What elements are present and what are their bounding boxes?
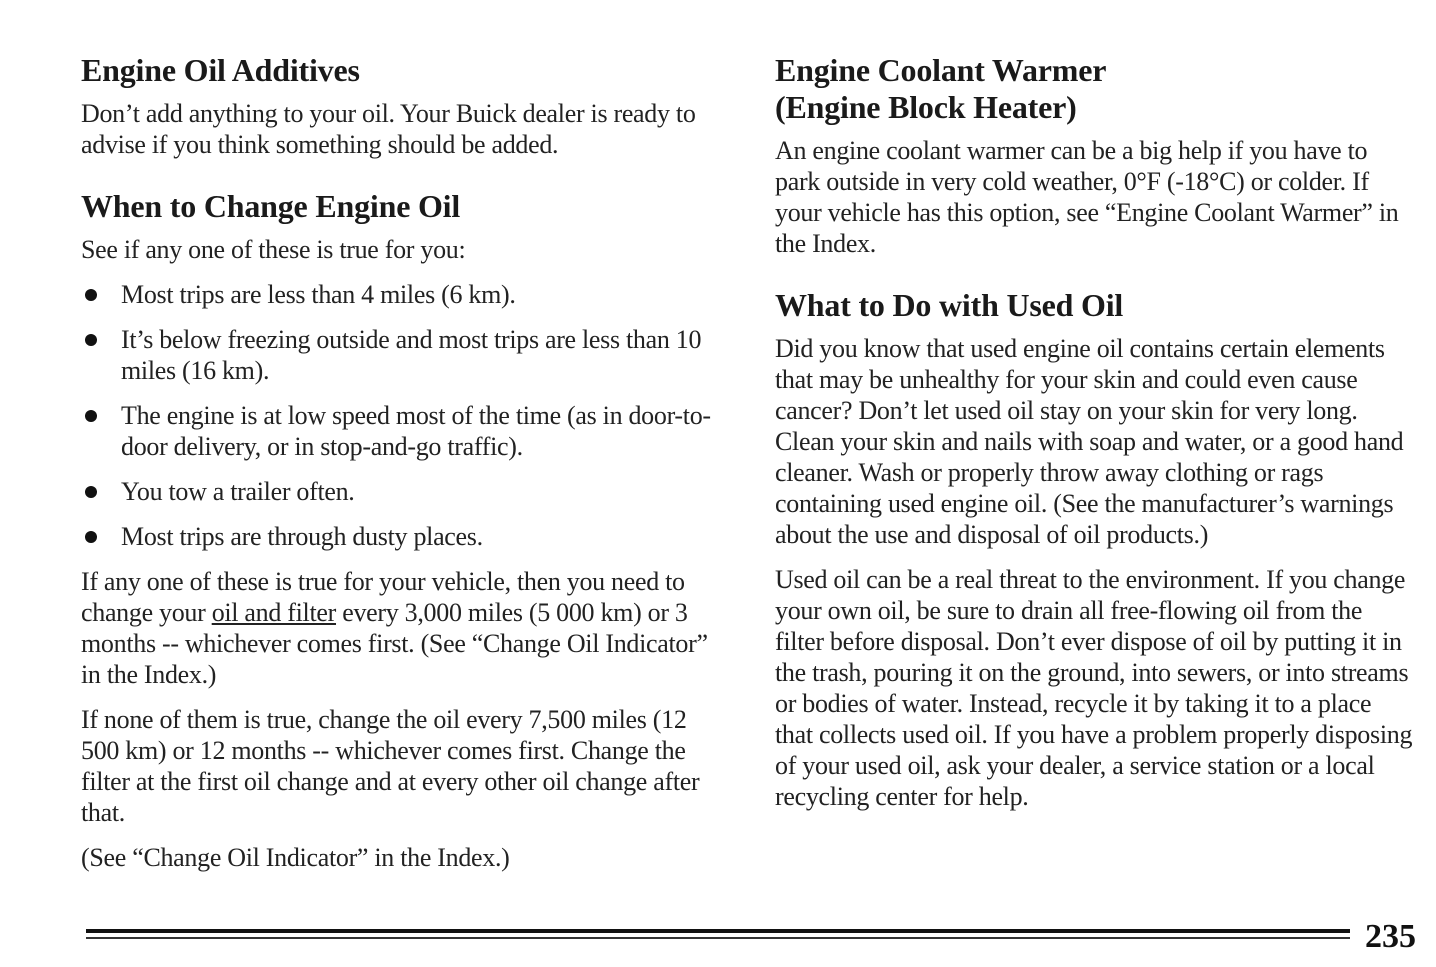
list-item-text: Most trips are through dusty places.	[121, 522, 483, 551]
paragraph-additives: Don’t add anything to your oil. Your Buick dealer is ready to advise if you think something should be added.	[81, 99, 696, 159]
bullet-icon	[85, 334, 97, 346]
footer-rule-thin	[86, 937, 1350, 939]
footer-rule-thick	[86, 929, 1350, 933]
paragraph-if-any-pre: If any one of these is true for your vehicle, then you need to change your	[81, 567, 685, 627]
section-heading-used-oil: What to Do with Used Oil	[775, 287, 1124, 323]
list-item	[81, 400, 721, 462]
list-item-text: The engine is at low speed most of the time (as in door-to-door delivery, or in stop-and-go traffic).	[121, 401, 711, 461]
section-heading-engine-coolant-warmer	[775, 52, 1415, 126]
list-item	[81, 279, 721, 310]
paragraph-see-index: (See “Change Oil Indicator” in the Index.)	[81, 843, 510, 872]
bullet-icon	[85, 289, 97, 301]
list-item-text: Most trips are less than 4 miles (6 km).	[121, 280, 516, 309]
paragraph-coolant-warmer: An engine coolant warmer can be a big help if you have to park outside in very cold weather, 0°F (-18°C) or colder. If your vehicle has this option, see “Engine Coolant Warmer” in the Index.	[775, 136, 1399, 258]
footer-double-rule	[86, 929, 1350, 940]
left-column	[81, 52, 721, 887]
list-item	[81, 476, 721, 507]
heading-line-2: (Engine Block Heater)	[775, 89, 1077, 125]
oil-and-filter-link[interactable]: oil and filter	[211, 598, 337, 627]
bullet-list	[81, 279, 721, 552]
bullet-icon	[85, 486, 97, 498]
bullet-icon	[85, 531, 97, 543]
list-item	[81, 324, 721, 386]
paragraph-used-oil-health: Did you know that used engine oil contains certain elements that may be unhealthy for your skin and could even cause cancer? Don’t let used oil stay on your skin for very long. Clean your skin and nails with soap and water, or a good hand cleaner. Wash or properly throw away clothing or rags containing used engine oil. (See the manufacturer’s warnings about the use and disposal of oil products.)	[775, 334, 1404, 549]
paragraph-if-none-true: If none of them is true, change the oil every 7,500 miles (12 500 km) or 12 months -- whichever comes first. Change the filter at the first oil change and at every other oil change after that.	[81, 705, 700, 827]
heading-line-1: Engine Coolant Warmer	[775, 52, 1107, 88]
list-item-text: It’s below freezing outside and most trips are less than 10 miles (16 km).	[121, 325, 702, 385]
paragraph-if-any-true	[81, 566, 721, 690]
paragraph-used-oil-environment: Used oil can be a real threat to the environment. If you change your own oil, be sure to drain all free-flowing oil from the filter before disposal. Don’t ever dispose of oil by putting it in the trash, pouring it on the ground, into sewers, or into streams or bodies of water. Instead, recycle it by taking it to a place that collects used oil. If you have a problem properly disposing of your used oil, ask your dealer, a service station or a local recycling center for help.	[775, 565, 1413, 811]
list-item-text: You tow a trailer often.	[121, 477, 355, 506]
bullet-icon	[85, 410, 97, 422]
section-heading-when-to-change-oil: When to Change Engine Oil	[81, 188, 461, 224]
list-item	[81, 521, 721, 552]
paragraph-if-any-post: every 3,000 miles (5 000 km) or 3 months -- whichever comes first. (See “Change Oil Indicator” in the Index.)	[81, 598, 708, 689]
right-column	[775, 52, 1415, 826]
paragraph-change-intro: See if any one of these is true for you:	[81, 235, 466, 264]
section-heading-engine-oil-additives: Engine Oil Additives	[81, 52, 360, 88]
page-number: 235	[1365, 918, 1416, 955]
